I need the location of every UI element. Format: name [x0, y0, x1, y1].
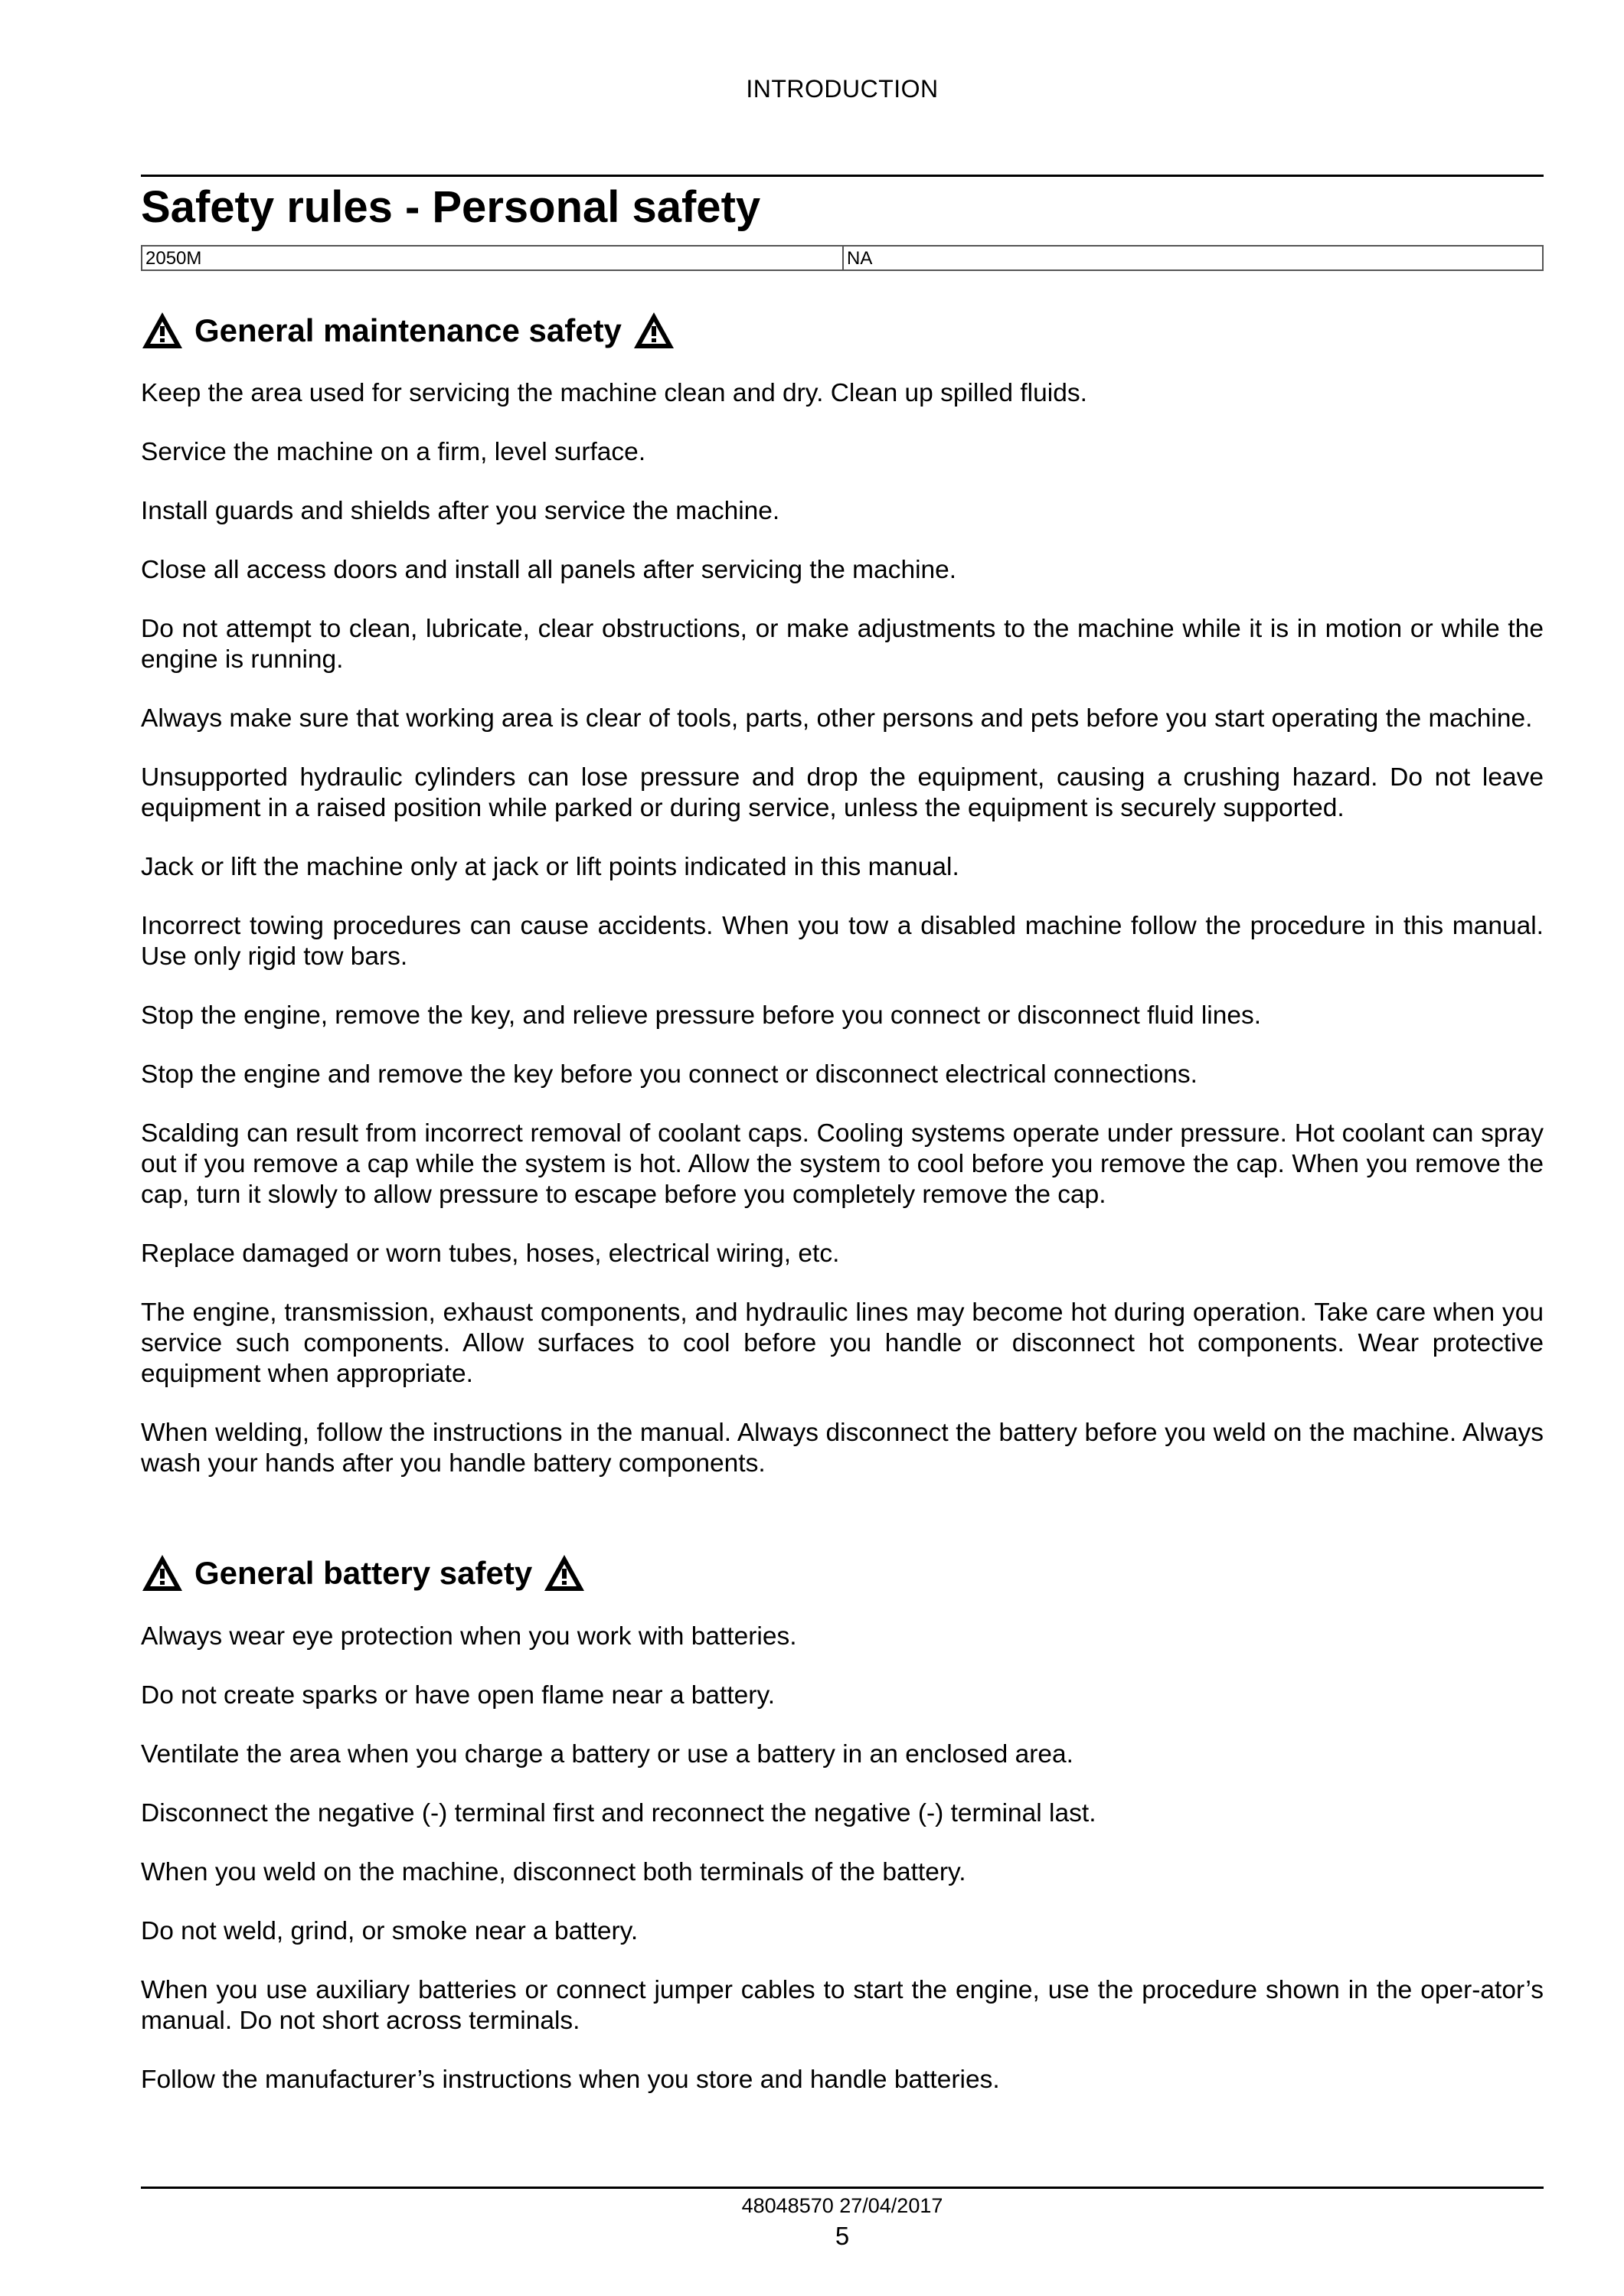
paragraph: Always wear eye protection when you work with batteries. — [141, 1622, 797, 1651]
paragraph: Stop the engine, remove the key, and relieve pressure before you connect or disconnect fluid lines. — [141, 1001, 1262, 1030]
section-heading-maintenance — [141, 309, 675, 352]
paragraph: Close all access doors and install all panels after servicing the machine. — [141, 556, 957, 584]
warning-triangle-icon — [141, 311, 184, 351]
paragraph: Follow the manufacturer’s instructions when you store and handle batteries. — [141, 2066, 1000, 2094]
paragraph: Stop the engine and remove the key before you connect or disconnect electrical connections. — [141, 1060, 1198, 1089]
paragraph: Install guards and shields after you service the machine. — [141, 497, 780, 525]
paragraph: Keep the area used for servicing the machine clean and dry. Clean up spilled fluids. — [141, 379, 1087, 407]
document-id: 48048570 27/04/2017 — [741, 2194, 943, 2217]
paragraph: The engine, transmission, exhaust components, and hydraulic lines may become hot during operation. Take care when you service such components. Allow surfaces to cool before you handle or disconnect hot components. Wear protective equipment when appropriate. — [141, 1298, 1544, 1388]
page-title: Safety rules - Personal safety — [141, 182, 761, 232]
section-body-battery — [141, 1622, 1544, 2124]
paragraph: Replace damaged or worn tubes, hoses, electrical wiring, etc. — [141, 1239, 840, 1268]
bottom-rule — [141, 2187, 1544, 2189]
paragraph: When you use auxiliary batteries or connect jumper cables to start the engine, use the procedure shown in the oper-ator’s manual. Do not short across terminals. — [141, 1976, 1544, 2035]
paragraph: Incorrect towing procedures can cause accidents. When you tow a disabled machine follow the procedure in this manual. Use only rigid tow bars. — [141, 912, 1544, 971]
paragraph: Do not attempt to clean, lubricate, clear obstructions, or make adjustments to the machine while it is in motion or while the engine is running. — [141, 615, 1544, 674]
paragraph: Always make sure that working area is clear of tools, parts, other persons and pets before you start operating the machine. — [141, 704, 1533, 733]
section-body-maintenance — [141, 378, 1544, 1507]
model-cell: 2050M — [142, 247, 844, 269]
paragraph: Disconnect the negative (-) terminal first and reconnect the negative (-) terminal last. — [141, 1799, 1096, 1827]
section-heading-text: General maintenance safety — [194, 312, 622, 348]
paragraph: Jack or lift the machine only at jack or lift points indicated in this manual. — [141, 853, 959, 881]
running-header: INTRODUCTION — [746, 75, 939, 103]
paragraph: Scalding can result from incorrect removal of coolant caps. Cooling systems operate under pressure. Hot coolant can spray out if you remove a cap while the system is hot. Allow the system to cool before you remove the cap. When you remove the cap, turn it slowly to allow pressure to escape before you completely remove the cap. — [141, 1119, 1544, 1209]
paragraph: Do not weld, grind, or smoke near a battery. — [141, 1917, 639, 1945]
paragraph: When you weld on the machine, disconnect both terminals of the battery. — [141, 1858, 966, 1886]
manual-page — [141, 0, 1544, 2296]
paragraph: When welding, follow the instructions in the manual. Always disconnect the battery before you weld on the machine. Always wash your hands after you handle battery components. — [141, 1419, 1544, 1478]
top-rule — [141, 175, 1544, 177]
warning-triangle-icon — [632, 311, 675, 351]
section-heading-battery — [141, 1552, 586, 1595]
region-cell: NA — [847, 248, 873, 269]
paragraph: Unsupported hydraulic cylinders can lose pressure and drop the equipment, causing a crushing hazard. Do not leave equipment in a raised position while parked or during service, unless the equipment is securely supported. — [141, 763, 1544, 822]
paragraph: Do not create sparks or have open flame near a battery. — [141, 1681, 776, 1710]
warning-triangle-icon — [141, 1553, 184, 1593]
paragraph: Service the machine on a firm, level surface. — [141, 438, 646, 466]
paragraph: Ventilate the area when you charge a battery or use a battery in an enclosed area. — [141, 1740, 1073, 1769]
meta-table — [141, 245, 1544, 271]
warning-triangle-icon — [543, 1553, 586, 1593]
page-number: 5 — [835, 2222, 850, 2250]
section-heading-text: General battery safety — [194, 1555, 533, 1591]
